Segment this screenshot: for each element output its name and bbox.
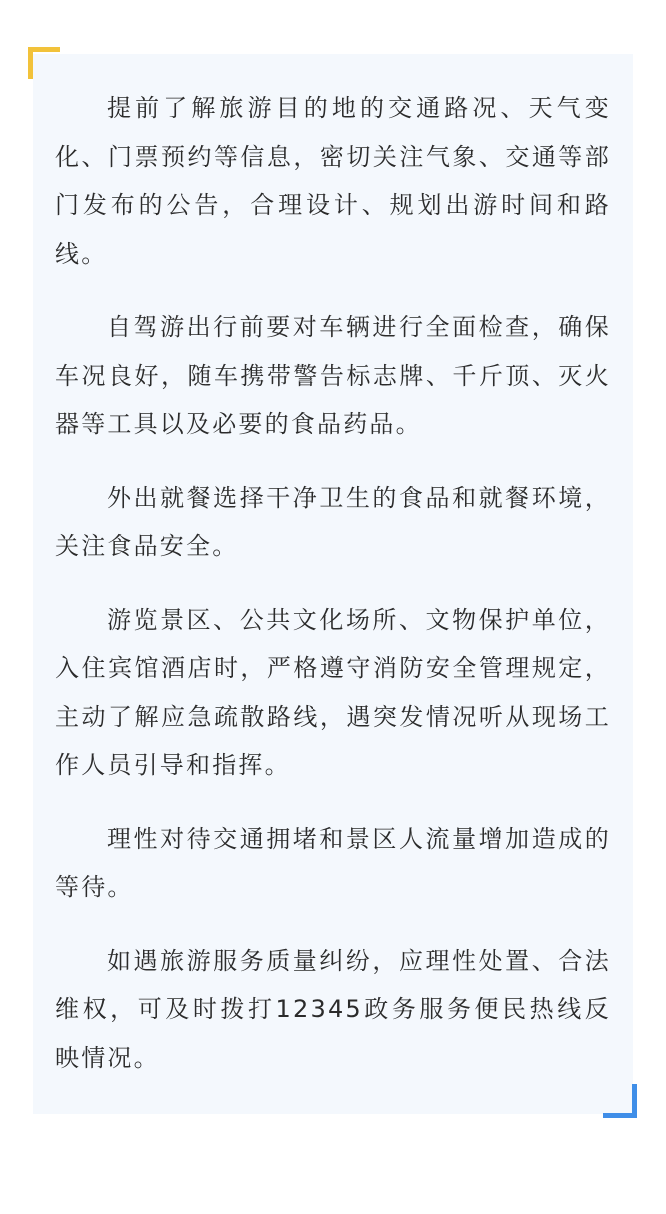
paragraph-travel-info: 提前了解旅游目的地的交通路况、天气变化、门票预约等信息，密切关注气象、交通等部门发布的公告，合理设计、规划出游时间和路线。: [55, 94, 611, 268]
corner-decoration-top-left: [28, 47, 60, 79]
paragraph-fire-safety: 游览景区、公共文化场所、文物保护单位，入住宾馆酒店时，严格遵守消防安全管理规定，主动了解应急疏散路线，遇突发情况听从现场工作人员引导和指挥。: [55, 605, 611, 779]
article-body: [55, 84, 611, 1107]
paragraph-congestion: 理性对待交通拥堵和景区人流量增加造成的等待。: [55, 824, 611, 901]
paragraph-dining: 外出就餐选择干净卫生的食品和就餐环境，关注食品安全。: [55, 483, 611, 560]
paragraph-disputes: 如遇旅游服务质量纠纷，应理性处置、合法维权，可及时拨打12345政务服务便民热线反映情况。: [55, 946, 611, 1072]
paragraph-self-drive: 自驾游出行前要对车辆进行全面检查，确保车况良好，随车携带警告标志牌、千斤顶、灭火器等工具以及必要的食品药品。: [55, 313, 611, 438]
